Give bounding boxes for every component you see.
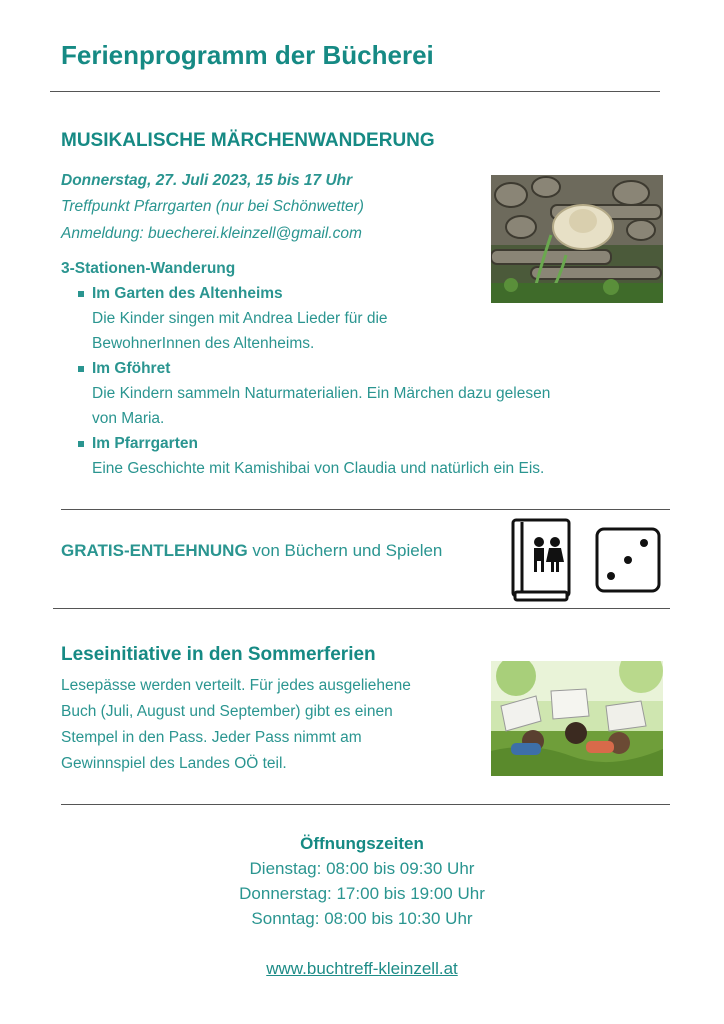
- leseinitiative-text: Buch (Juli, August und September) gibt es einen: [61, 703, 393, 720]
- bullet-icon: [78, 291, 84, 297]
- station-text: Die Kinder singen mit Andrea Lieder für die: [92, 310, 388, 327]
- event-date: Donnerstag, 27. Juli 2023, 15 bis 17 Uhr: [61, 172, 353, 189]
- hours-heading: Öffnungszeiten: [300, 834, 424, 853]
- stations-heading: 3-Stationen-Wanderung: [61, 260, 236, 277]
- leseinitiative-text: Lesepässe werden verteilt. Für jedes ausgeliehene: [61, 677, 411, 694]
- website-row: [0, 959, 724, 979]
- divider: [50, 91, 660, 92]
- gratis-rest: von Büchern und Spielen: [247, 541, 443, 560]
- station-text: BewohnerInnen des Altenheims.: [92, 335, 315, 352]
- children-reading-photo: [491, 661, 663, 776]
- station-title: Im Pfarrgarten: [92, 435, 198, 452]
- gratis-entlehnung-text: [61, 541, 442, 561]
- bullet-icon: [78, 441, 84, 447]
- station-text: von Maria.: [92, 410, 165, 427]
- meeting-point: Treffpunkt Pfarrgarten (nur bei Schönwetter): [61, 198, 364, 215]
- wanderung-heading: MUSIKALISCHE MÄRCHENWANDERUNG: [61, 130, 435, 151]
- bullet-icon: [78, 366, 84, 372]
- station-title: Im Garten des Altenheims: [92, 285, 283, 302]
- gratis-bold: GRATIS-ENTLEHNUNG: [61, 541, 248, 560]
- station-text: Eine Geschichte mit Kamishibai von Claudia und natürlich ein Eis.: [92, 460, 545, 477]
- leseinitiative-heading: Leseinitiative in den Sommerferien: [61, 644, 376, 665]
- registration-info: Anmeldung: buecherei.kleinzell@gmail.com: [61, 225, 362, 242]
- hours-line: Dienstag: 08:00 bis 09:30 Uhr: [249, 859, 475, 878]
- hours-line: Donnerstag: 17:00 bis 19:00 Uhr: [239, 884, 485, 903]
- station-title: Im Gföhret: [92, 360, 171, 377]
- leseinitiative-text: Gewinnspiel des Landes OÖ teil.: [61, 755, 287, 772]
- divider: [53, 608, 670, 609]
- leseinitiative-text: Stempel in den Pass. Jeder Pass nimmt am: [61, 729, 362, 746]
- station-text: Die Kindern sammeln Naturmaterialien. Ein Märchen dazu gelesen: [92, 385, 551, 402]
- divider: [61, 509, 670, 510]
- book-with-children-icon: [509, 518, 573, 604]
- hat-woodpile-photo: [491, 175, 663, 303]
- hours-line: Sonntag: 08:00 bis 10:30 Uhr: [251, 909, 473, 928]
- website-link[interactable]: www.buchtreff-kleinzell.at: [266, 959, 458, 978]
- page-title: Ferienprogramm der Bücherei: [61, 40, 434, 70]
- divider: [61, 804, 670, 805]
- dice-icon: [594, 526, 662, 594]
